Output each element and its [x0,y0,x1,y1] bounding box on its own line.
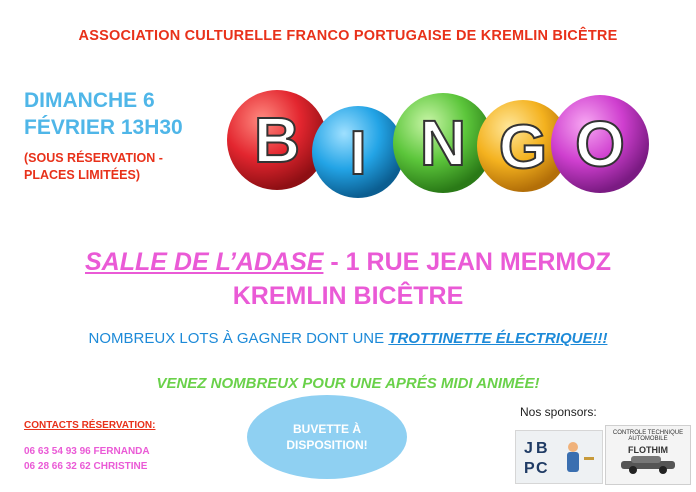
prizes-line [0,330,696,347]
person-head-icon [568,442,578,452]
bingo-letter-g: G [498,113,548,182]
prize-highlight: TROTTINETTE ÉLECTRIQUE!!! [388,330,608,347]
sponsors-title: Nos sponsors: [520,405,597,419]
association-title: ASSOCIATION CULTURELLE FRANCO PORTUGAISE DE KREMLIN BICÊTRE [78,28,618,44]
venue-address: - 1 RUE JEAN MERMOZ [323,248,611,276]
flothim-line2: AUTOMOBILE [628,436,668,442]
sponsor-logo-flothim [605,425,691,485]
bingo-letter-o: O [575,108,625,180]
buvette-bubble [247,395,407,479]
jbpc-letter-b: B [536,440,548,457]
venue-block [0,245,696,313]
tool-icon [584,457,594,460]
bingo-ball-b [227,90,327,190]
contact-christine: 06 28 66 32 62 CHRISTINE [24,461,148,472]
jbpc-letter-p: P [524,460,535,477]
bingo-letter-b: B [253,104,301,176]
event-month-time: FÉVRIER 13H30 [24,116,183,139]
reservation-note-line1: (SOUS RÉSERVATION - [24,151,163,165]
car-icon [613,455,683,475]
invite-line: VENEZ NOMBREUX POUR UNE APRÉS MIDI ANIMÉE! [156,375,540,392]
venue-name: SALLE DE L’ADASE [85,248,324,276]
sponsor-logo-jbpc [515,430,603,484]
jbpc-letter-c: C [536,460,548,477]
flothim-brand: FLOTHIM [628,445,668,455]
reservation-note-line2: PLACES LIMITÉES) [24,168,140,182]
venue-line [0,245,696,279]
jbpc-logo-graphic [516,431,602,483]
buvette-line1: BUVETTE À [292,422,361,436]
prizes-text: NOMBREUX LOTS À GAGNER DONT UNE [88,330,389,347]
reservation-note [24,150,163,184]
event-date [24,87,183,141]
person-body-icon [567,452,579,472]
contacts-title: CONTACTS RÉSERVATION: [24,420,156,431]
contact-fernanda: 06 63 54 93 96 FERNANDA [24,446,150,457]
flothim-line1: CONTROLE TECHNIQUE [612,430,684,436]
event-day: DIMANCHE 6 [24,89,155,112]
buvette-line2: DISPOSITION! [286,438,368,452]
jbpc-letter-j: J [524,440,533,457]
bingo-ball-i [312,106,404,198]
venue-city: KREMLIN BICÊTRE [232,282,464,310]
bingo-ball-o [551,95,649,193]
bingo-letter-i: I [349,119,367,188]
bingo-balls-logo [225,88,655,200]
bingo-letter-n: N [419,107,467,179]
